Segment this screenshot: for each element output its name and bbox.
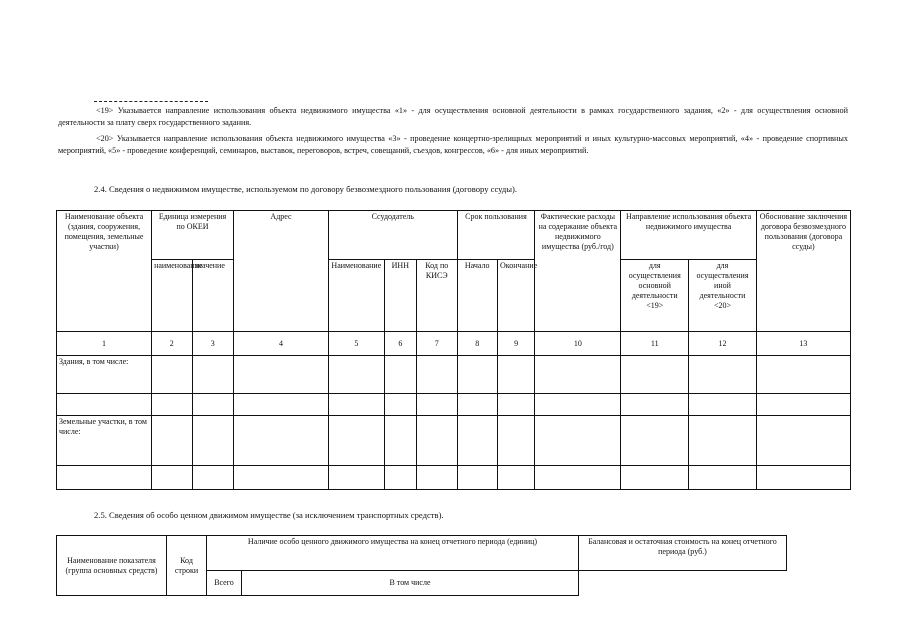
- header-address: Адрес: [233, 211, 328, 332]
- header-inn: ИНН: [384, 260, 416, 332]
- table-row: [57, 466, 851, 490]
- table-2-5: [56, 535, 787, 596]
- header-total: Всего: [207, 571, 242, 596]
- col-number: 13: [756, 332, 850, 356]
- col-number: 7: [417, 332, 457, 356]
- col-number: 1: [57, 332, 152, 356]
- section-2-4-heading: 2.4. Сведения о недвижимом имуществе, используемом по договору безвозмездного пользования (договору ссуды).: [94, 184, 518, 194]
- header-including: В том числе: [242, 571, 579, 596]
- footnote-19: [58, 105, 848, 129]
- header-row-code: Код строки: [167, 536, 207, 596]
- header-term-end: Окончание: [497, 260, 534, 332]
- col-number: 5: [329, 332, 385, 356]
- row-label-land: Земельные участки, в том числе:: [57, 416, 152, 466]
- header-direction: Направление использования объекта недвижимого имущества: [621, 211, 757, 260]
- row-label-buildings: Здания, в том числе:: [57, 356, 152, 394]
- col-number: 3: [192, 332, 233, 356]
- header-balance: Балансовая и остаточная стоимость на конец отчетного периода (руб.): [579, 536, 787, 571]
- header-unit-code: значение: [192, 260, 233, 332]
- header-unit: Единица измерения по ОКЕИ: [152, 211, 234, 260]
- col-number: 9: [497, 332, 534, 356]
- col-number: 6: [384, 332, 416, 356]
- header-name: Наименование объекта (здания, сооружения, помещения, земельные участки): [57, 211, 152, 332]
- table-row-buildings: [57, 356, 851, 394]
- header-term-start: Начало: [457, 260, 497, 332]
- col-number: 8: [457, 332, 497, 356]
- col-number: 4: [233, 332, 328, 356]
- footnote-separator: [94, 101, 208, 102]
- header-indicator-name: Наименование показателя (группа основных средств): [57, 536, 167, 596]
- table-row-land: [57, 416, 851, 466]
- col-number: 10: [535, 332, 621, 356]
- header-presence: Наличие особо ценного движимого имущества на конец отчетного периода (единиц): [207, 536, 579, 571]
- header-kise: Код по КИСЭ: [417, 260, 457, 332]
- header-unit-name: наименование: [152, 260, 192, 332]
- col-number: 12: [689, 332, 757, 356]
- header-lender: Ссудодатель: [329, 211, 457, 260]
- header-dir-main: для осуществления основной деятельности <19>: [621, 260, 689, 332]
- section-2-5-heading: 2.5. Сведения об особо ценном движимом имуществе (за исключением транспортных средств).: [94, 510, 444, 520]
- col-number: 11: [621, 332, 689, 356]
- footnote-19-text: <19> Указывается направление использования объекта недвижимого имущества «1» - для осуществления основной деятельности в рамках государственного задания, «2» - для осуществления основной деятельности за плату сверх государственного задания.: [58, 106, 848, 127]
- table-2-4: [56, 210, 851, 490]
- header-dir-other: для осуществления иной деятельности <20>: [689, 260, 757, 332]
- footnote-20: [58, 133, 848, 157]
- footnote-20-text: <20> Указывается направление использования объекта недвижимого имущества «3» - проведение концертно-зрелищных мероприятий и иных культурно-массовых мероприятий, «4» - проведение спортивных мероприятий, «5» - проведение конференций, семинаров, выставок, переговоров, встреч, совещаний, съездов, конгрессов, «6» - для иных мероприятий.: [58, 134, 848, 155]
- col-number: 2: [152, 332, 192, 356]
- table-row: [57, 394, 851, 416]
- header-lender-name: Наименование: [329, 260, 385, 332]
- header-term: Срок пользования: [457, 211, 535, 260]
- header-expenses: Фактические расходы на содержание объекта недвижимого имущества (руб./год): [535, 211, 621, 332]
- header-basis: Обоснование заключения договора безвозмездного пользования (договора ссуды): [756, 211, 850, 332]
